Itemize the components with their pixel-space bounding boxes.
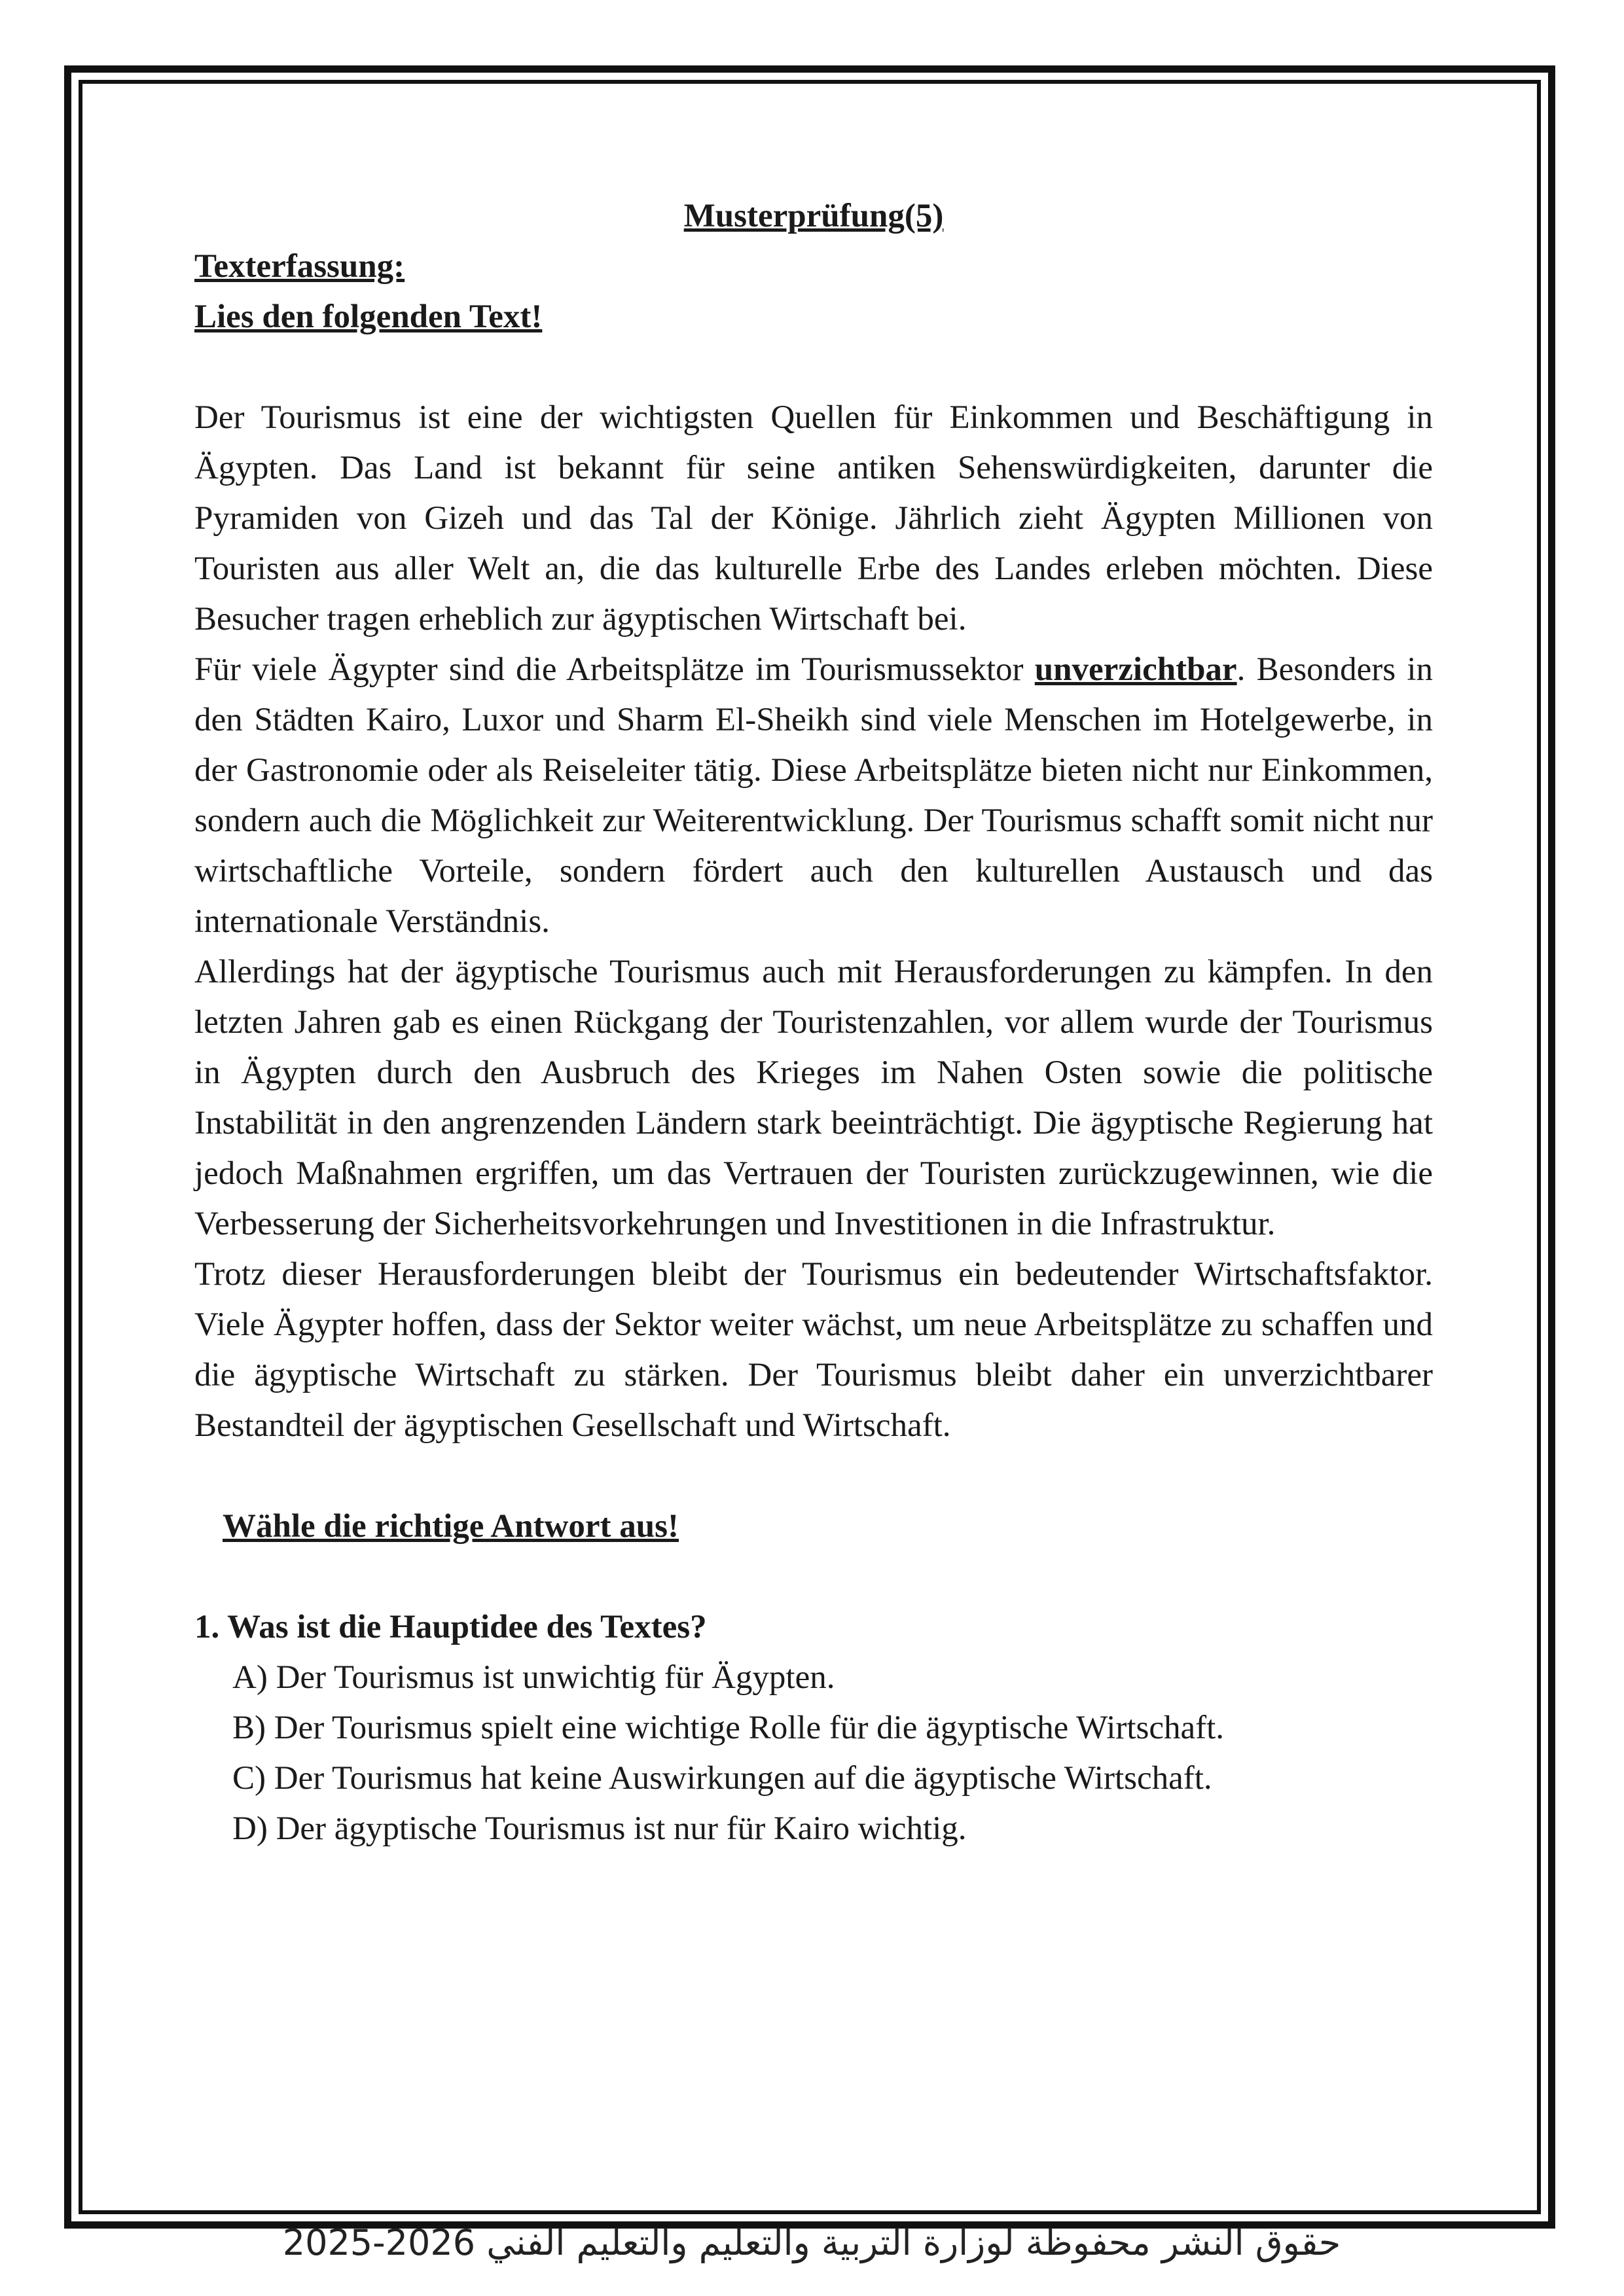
paragraph-2-start: Für viele Ägypter sind die Arbeitsplätze im Tourismussektor <box>194 651 1035 688</box>
reading-text <box>194 393 1433 1451</box>
section-heading: Texterfassung: <box>194 248 405 285</box>
paragraph-2 <box>194 645 1433 947</box>
copyright-footer: حقوق النشر محفوظة لوزارة التربية والتعليم والتعليم الفني 2026-2025 <box>282 2222 1341 2263</box>
paragraph-1: Der Tourismus ist eine der wichtigsten Quellen für Einkommen und Beschäftigung in Ägypten. Das Land ist bekannt für seine antiken Sehenswürdigkeiten, darunter die Pyramiden von Gizeh und das Tal der Könige. Jährlich zieht Ägypten Millionen von Touristen aus aller Welt an, die das kulturelle Erbe des Landes erleben möchten. Diese Besucher tragen erheblich zur ägyptischen Wirtschaft bei. <box>194 399 1433 637</box>
keyword-highlight: unverzichtbar <box>1034 651 1237 688</box>
paragraph-2-end: . Besonders in den Städten Kairo, Luxor und Sharm El-Sheikh sind viele Menschen im Hotelgewerbe, in der Gastronomie oder als Reiseleiter tätig. Diese Arbeitsplätze bieten nicht nur Einkommen, sondern auch die Möglichkeit zur Weiterentwicklung. Der Tourismus schafft somit nicht nur wirtschaftliche Vorteile, sondern fördert auch den kulturellen Austausch und das internationale Verständnis. <box>194 651 1433 940</box>
paragraph-4: Trotz dieser Herausforderungen bleibt der Tourismus ein bedeutender Wirtschaftsfaktor. Viele Ägypter hoffen, dass der Sektor weiter wächst, um neue Arbeitsplätze zu schaffen und die ägyptische Wirtschaft zu stärken. Der Tourismus bleibt daher ein unverzichtbarer Bestandteil der ägyptischen Gesellschaft und Wirtschaft. <box>194 1256 1433 1444</box>
task-instruction: Wähle die richtige Antwort aus! <box>223 1508 679 1545</box>
question-1: 1. Was ist die Hauptidee des Textes? <box>194 1609 707 1645</box>
answer-option-a[interactable]: A) Der Tourismus ist unwichtig für Ägypten. <box>232 1659 835 1696</box>
exam-title: Musterprüfung(5) <box>683 198 944 234</box>
paragraph-3: Allerdings hat der ägyptische Tourismus auch mit Herausforderungen zu kämpfen. In den letzten Jahren gab es einen Rückgang der Touristenzahlen, vor allem wurde der Tourismus in Ägypten durch den Ausbruch des Krieges im Nahen Osten sowie die politische Instabilität in den angrenzenden Ländern stark beeinträchtigt. Die ägyptische Regierung hat jedoch Maßnahmen ergriffen, um das Vertrauen der Touristen zurückzugewinnen, wie die Verbesserung der Sicherheitsvorkehrungen und Investitionen in die Infrastruktur. <box>194 954 1433 1242</box>
answer-option-d[interactable]: D) Der ägyptische Tourismus ist nur für Kairo wichtig. <box>232 1810 967 1847</box>
answer-options <box>194 1653 1433 1854</box>
exam-content <box>194 191 1433 1854</box>
answer-option-b[interactable]: B) Der Tourismus spielt eine wichtige Rolle für die ägyptische Wirtschaft. <box>232 1710 1225 1746</box>
reading-instruction: Lies den folgenden Text! <box>194 298 543 335</box>
answer-option-c[interactable]: C) Der Tourismus hat keine Auswirkungen auf die ägyptische Wirtschaft. <box>232 1760 1212 1797</box>
